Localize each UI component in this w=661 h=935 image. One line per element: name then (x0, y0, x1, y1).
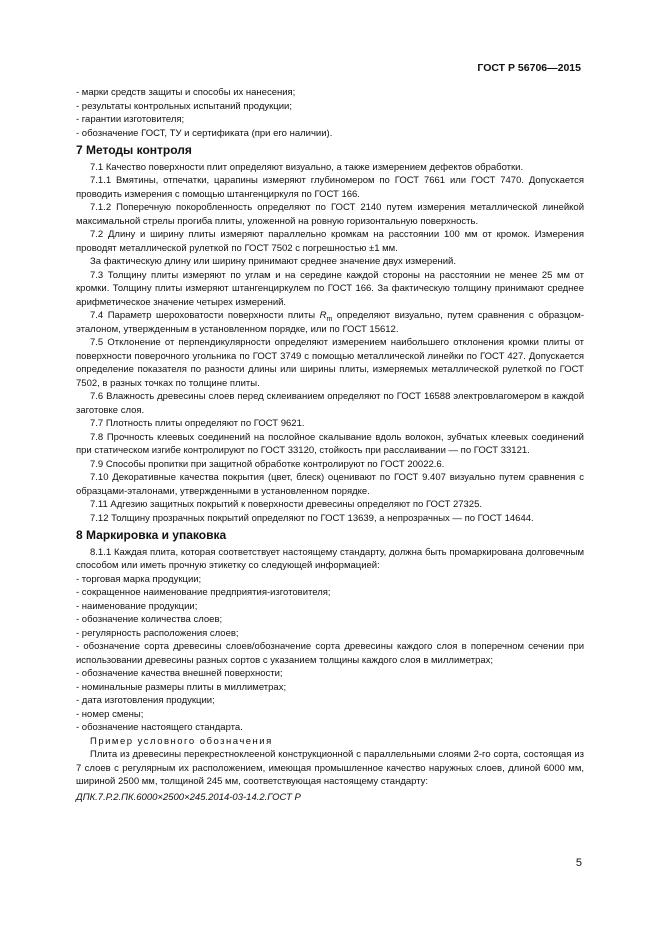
paragraph-7-8: 7.8 Прочность клеевых соединений на послойное скалывание вдоль волокон, зубчатых клеевых соединений при статическом изгибе контролируют по ГОСТ 33120, стойкость при расслаивании — по ГОСТ 33121. (76, 431, 584, 456)
list-item: - обозначение настоящего стандарта. (76, 722, 243, 733)
paragraph-7-5: 7.5 Отклонение от перпендикулярности определяют измерением наибольшего отклонения кромки плиты от поверхности поверочного угольника по ГОСТ 3749 с помощью металлической линейки по ГОСТ 427. Допускается определение показателя по разности длины или ширины плиты, измеряемых металлической рулеткой по ГОСТ 7502, в разных точках по толщине плиты. (76, 337, 584, 389)
paragraph-8-1-1: 8.1.1 Каждая плита, которая соответствует настоящему стандарту, должна быть промаркирована долговечным способом или иметь прочную этикетку со следующей информацией: (76, 546, 584, 571)
list-item: - регулярность расположения слоев; (76, 627, 239, 639)
example-text: Плита из древесины перекрестноклееной конструкционной с параллельными слоями 2-го сорта, состоящая из 7 слоев с регулярным их расположением, имеющая промышленное качество наружных слоев, длиной 6000 мм, шириной 2500 мм, толщиной 245 мм, соответствующая настоящему стандарту: (76, 749, 584, 787)
list-item: - гарантии изготовителя; (76, 114, 185, 125)
roughness-subscript: m (326, 315, 333, 323)
list-item: - сокращенное наименование предприятия-изготовителя; (76, 587, 331, 598)
page-number: 5 (575, 857, 582, 869)
paragraph-7-9: 7.9 Способы пропитки при защитной обработке контролируют по ГОСТ 20022.6. (90, 458, 445, 470)
roughness-symbol: R (319, 310, 327, 321)
paragraph-7-4-end: определяют визуально, путем сравнения с образцом-эталоном, утвержденным в установленном порядке, или по ГОСТ 15612. (76, 310, 584, 335)
list-item: - обозначение количества слоев; (76, 614, 223, 625)
paragraph-7-4 (76, 309, 584, 336)
paragraph-7-3: 7.3 Толщину плиты измеряют по углам и на середине каждой стороны на расстоянии не менее 25 мм от кромки. Толщину плиты измеряют штангенциркулем по ГОСТ 166. За фактическую толщину принимают среднее арифметическое значение четырех измерений. (76, 269, 584, 308)
section-7-title: 7 Методы контроля (76, 143, 192, 157)
paragraph-7-6: 7.6 Влажность древесины слоев перед склеиванием определяют по ГОСТ 16588 электровлагомером в каждой заготовке слоя. (76, 391, 584, 416)
list-item: - торговая марка продукции; (76, 573, 202, 585)
document-header: ГОСТ Р 56706—2015 (477, 62, 581, 74)
paragraph-7-10: 7.10 Декоративные качества покрытия (цвет, блеск) оценивают по ГОСТ 9.407 визуально путем сравнения с образцами-эталонами, утвержденными в установленном порядке. (76, 472, 584, 497)
list-item: - номинальные размеры плиты в миллиметрах; (76, 681, 287, 693)
paragraph-7-11: 7.11 Адгезию защитных покрытий к поверхности древесины определяют по ГОСТ 27325. (90, 499, 482, 510)
list-item: - обозначение качества внешней поверхности; (76, 668, 283, 679)
paragraph-7-2-note: За фактическую длину или ширину принимают среднее значение двух измерений. (90, 256, 456, 267)
list-item: - результаты контрольных испытаний продукции; (76, 100, 292, 112)
example-heading: Пример условного обозначения (90, 735, 273, 747)
list-item: - номер смены; (76, 708, 144, 720)
list-item: - обозначение ГОСТ, ТУ и сертификата (при его наличии). (76, 127, 333, 139)
paragraph-7-1-2: 7.1.2 Поперечную покоробленность определяют по ГОСТ 2140 путем измерения металлической линейкой максимальной стрелы прогиба плиты, уложенной на ровную горизонтальную поверхность. (76, 202, 584, 227)
section-8-title: 8 Маркировка и упаковка (76, 528, 227, 542)
paragraph-7-2: 7.2 Длину и ширину плиты измеряют параллельно кромкам на расстоянии 100 мм от кромок. Измерения проводят металлической рулеткой по ГОСТ 7502 с погрешностью ±1 мм. (76, 229, 584, 254)
list-item: - марки средств защиты и способы их нанесения; (76, 87, 296, 98)
list-item: - наименование продукции; (76, 600, 198, 612)
list-item: - дата изготовления продукции; (76, 695, 215, 706)
paragraph-7-1: 7.1 Качество поверхности плит определяют визуально, а также измерением дефектов обработки. (90, 161, 524, 173)
paragraph-7-7: 7.7 Плотность плиты определяют по ГОСТ 9621. (90, 418, 305, 429)
paragraph-7-12: 7.12 Толщину прозрачных покрытий определяют по ГОСТ 13639, а непрозрачных — по ГОСТ 14644. (90, 512, 534, 524)
designation-formula: ДПК.7.Р.2.ПК.6000×2500×245.2014-03-14.2.ГОСТ Р (76, 791, 301, 803)
paragraph-7-1-1: 7.1.1 Вмятины, отпечатки, царапины измеряют глубиномером по ГОСТ 7661 или ГОСТ 7470. Допускается проводить измерения с помощью штангенциркуля по ГОСТ 166. (76, 175, 584, 200)
paragraph-7-4-start: 7.4 Параметр шероховатости поверхности плиты (90, 310, 320, 321)
page-body (76, 86, 584, 804)
list-item: - обозначение сорта древесины слоев/обозначение сорта древесины каждого слоя в поперечном сечении при использовании древесины разных сортов с указанием толщины каждого слоя в миллиметрах; (76, 641, 584, 666)
